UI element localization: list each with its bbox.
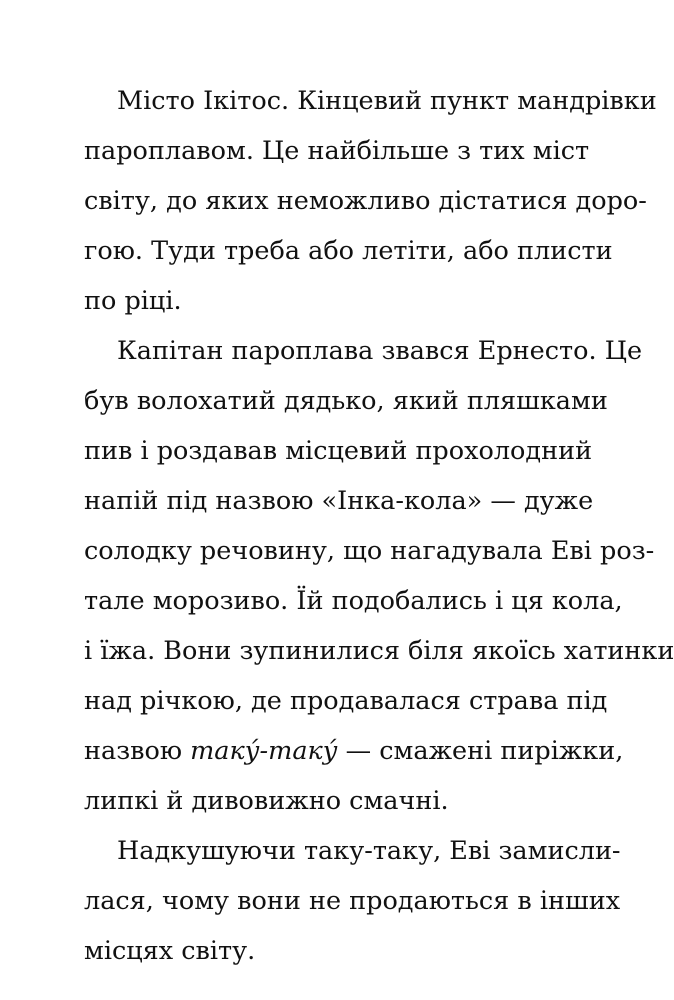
text-line: місцях світу. — [84, 936, 256, 966]
text-line: напій під назвою «Інка-кола» — дуже — [84, 486, 594, 516]
text-line: пив і роздавав місцевий прохолодний — [84, 436, 593, 466]
text-line: Капітан пароплава звався Ернесто. Це — [117, 336, 643, 366]
text-line: над річкою, де продавалася страва під — [84, 686, 608, 716]
text-fragment: назвою — [84, 736, 191, 766]
text-line: солодку речовину, що нагадувала Еві роз- — [84, 536, 655, 566]
text-line: по ріці. — [84, 286, 182, 316]
text-line: світу, до яких неможливо дістатися доро- — [84, 186, 647, 216]
text-line-with-italic — [84, 726, 624, 776]
text-line: липкі й дивовижно смачні. — [84, 786, 449, 816]
text-line: лася, чому вони не продаються в інших — [84, 886, 621, 916]
text-line: Надкушуючи таку-таку, Еві замисли- — [117, 836, 621, 866]
text-line: пароплавом. Це найбільше з тих міст — [84, 136, 590, 166]
text-fragment: — смажені пиріжки, — [337, 736, 624, 766]
text-line: і їжа. Вони зупинилися біля якоїсь хатинки — [84, 636, 674, 666]
text-line: тале морозиво. Їй подобались і ця кола, — [84, 586, 623, 616]
italic-term: таку́-таку́ — [190, 736, 338, 766]
text-line: Місто Ікітос. Кінцевий пункт мандрівки — [117, 86, 657, 116]
text-line: гою. Туди треба або летіти, або плисти — [84, 236, 613, 266]
text-line: був волохатий дядько, який пляшками — [84, 386, 608, 416]
